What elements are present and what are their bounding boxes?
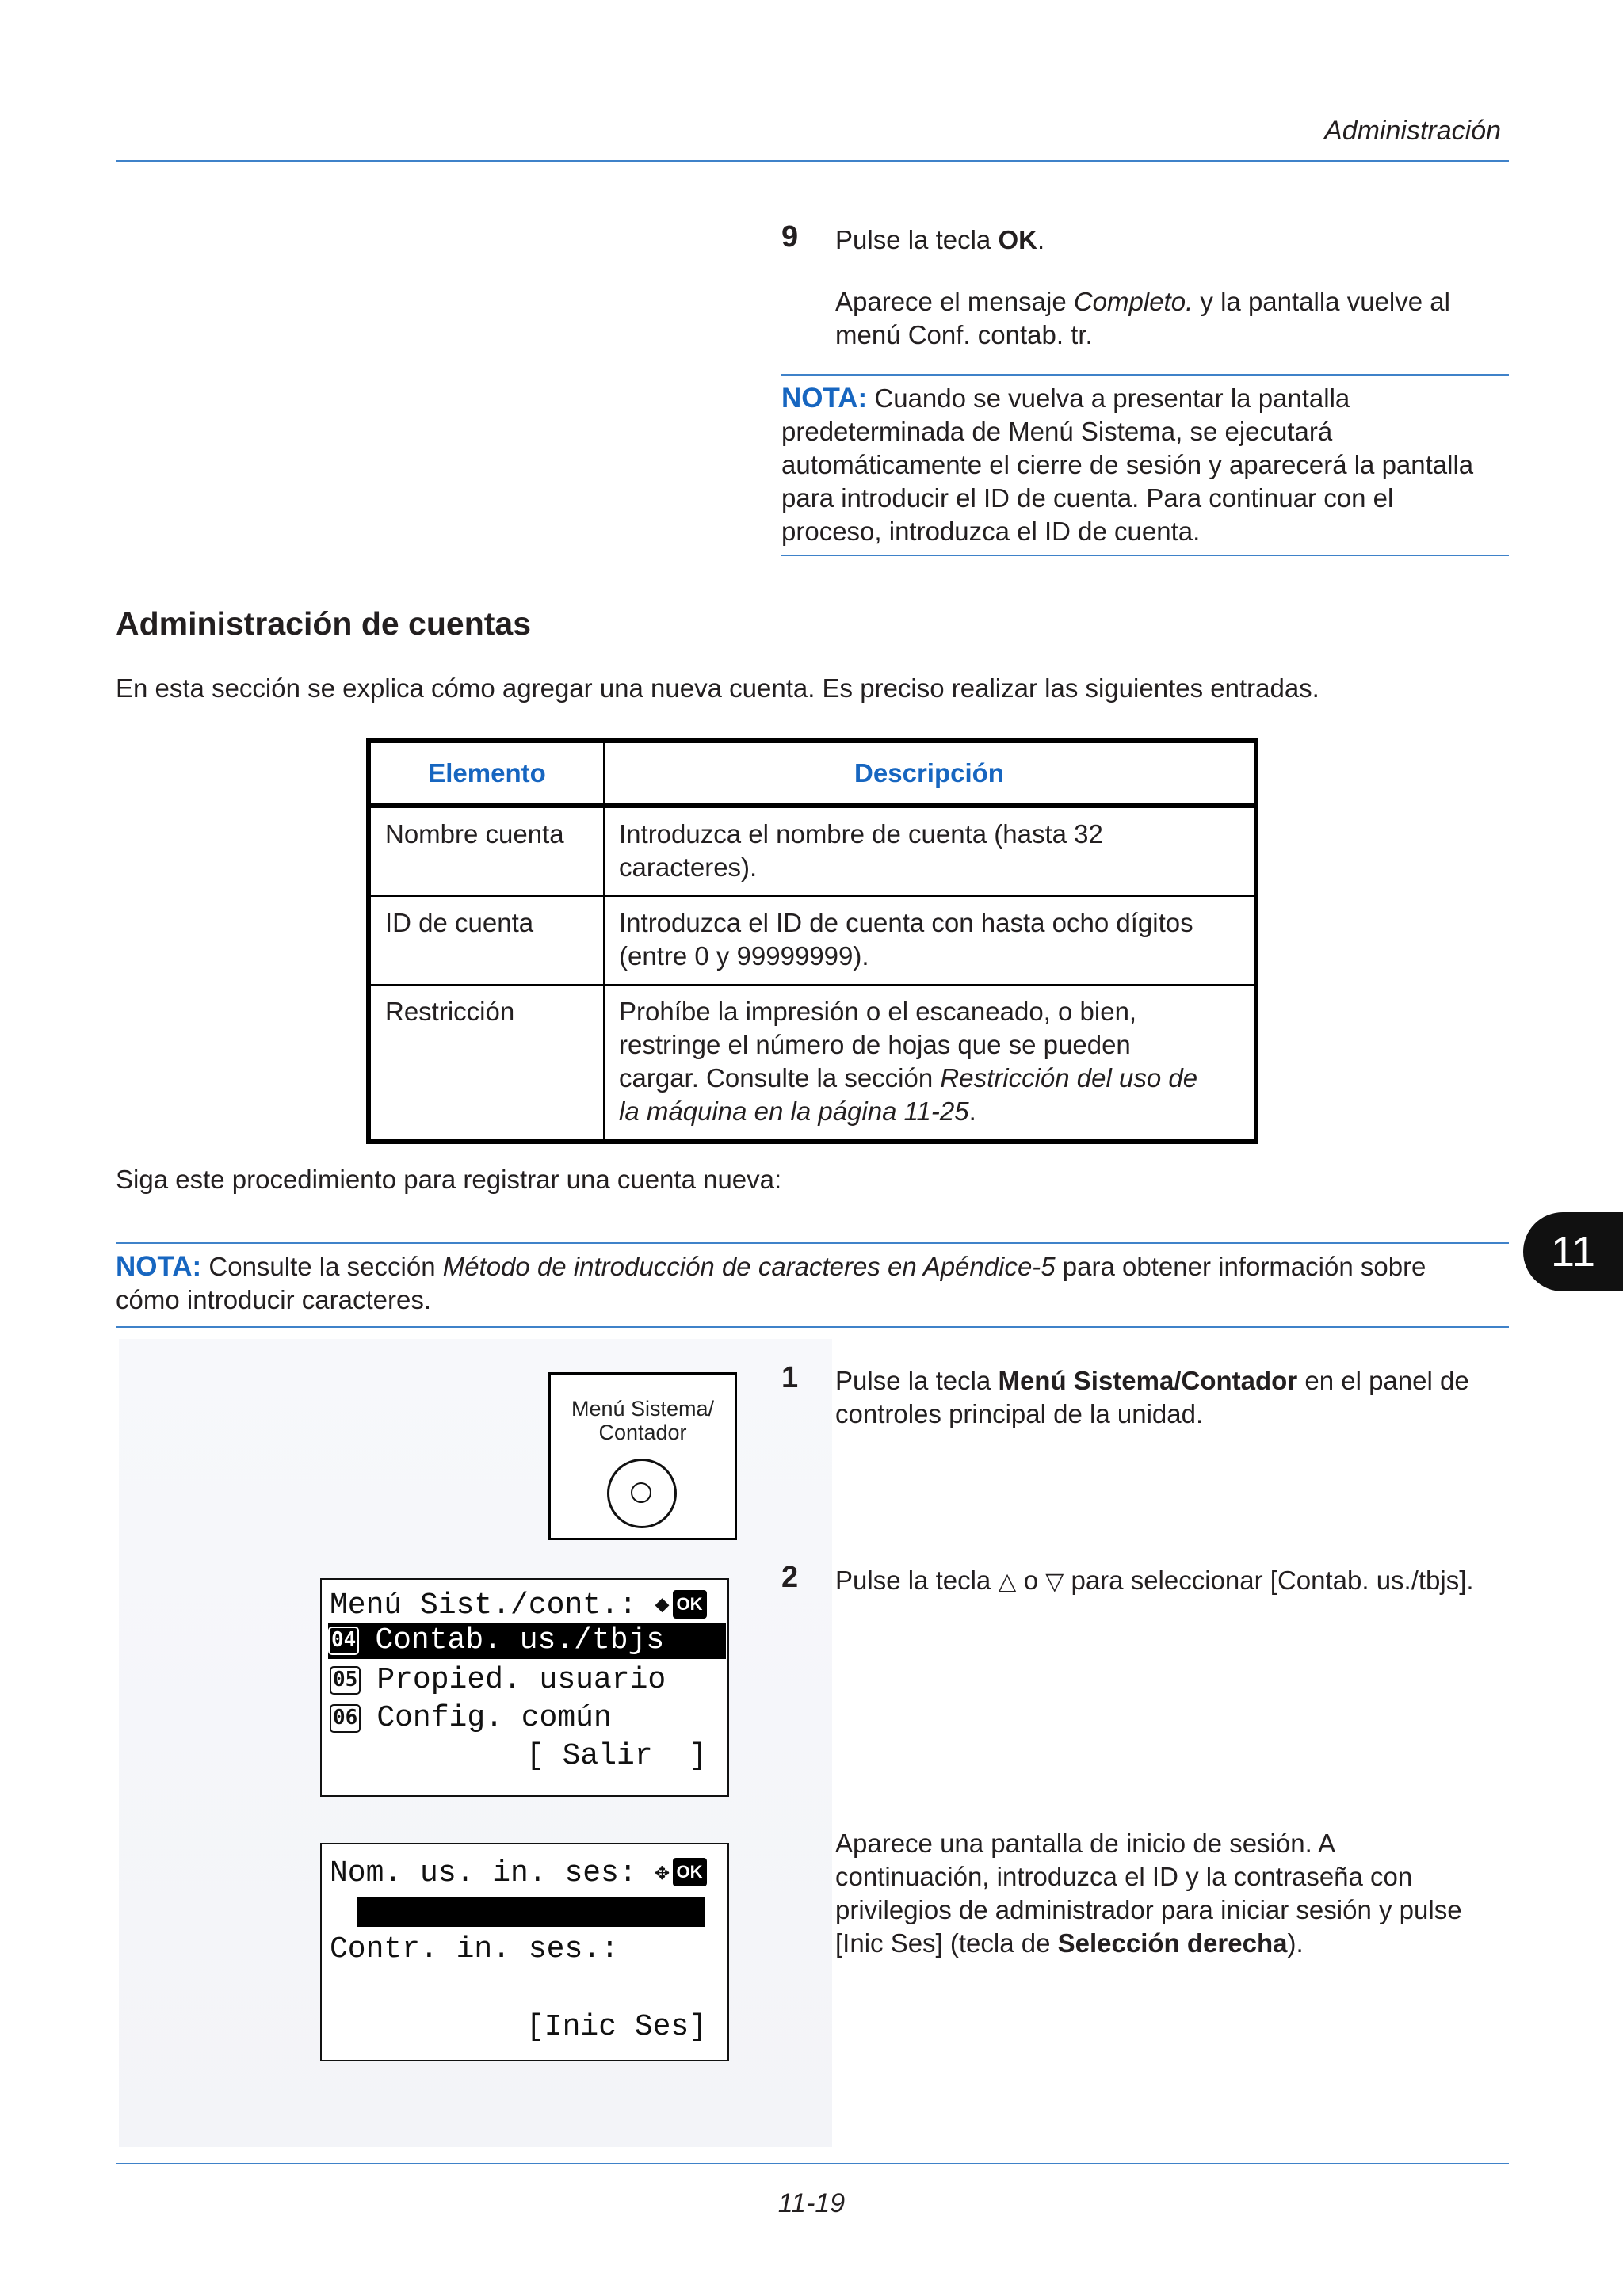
text-line: Prohíbe la impresión o el escaneado, o bien, bbox=[619, 997, 1137, 1026]
text-run: Pulse la tecla bbox=[835, 225, 999, 254]
note-label: NOTA: bbox=[116, 1251, 202, 1282]
step-number: 2 bbox=[781, 1561, 799, 1594]
section-intro: En esta sección se explica cómo agregar una nueva cuenta. Es preciso realizar las siguientes entradas. bbox=[116, 673, 1319, 703]
table-cell: ID de cuenta bbox=[369, 896, 604, 985]
item-label: Propied. usuario bbox=[376, 1663, 666, 1697]
item-label: Contab. us./tbjs bbox=[375, 1623, 665, 1657]
table-row bbox=[369, 985, 1256, 1142]
text-run: Cuando se vuelva a presentar la pantalla bbox=[867, 383, 1350, 413]
note-block bbox=[116, 1250, 1495, 1317]
cross-reference-link[interactable]: Método de introducción de caracteres en Apéndice-5 bbox=[442, 1252, 1056, 1281]
lcd-screen-login bbox=[320, 1843, 729, 2061]
lcd-screen-menu bbox=[320, 1578, 729, 1797]
text-line: Aparece una pantalla de inicio de sesión. A bbox=[835, 1829, 1336, 1858]
note-rule-top bbox=[781, 374, 1509, 376]
header-rule bbox=[116, 160, 1509, 162]
item-label: Config. común bbox=[376, 1701, 612, 1735]
username-input[interactable] bbox=[357, 1897, 705, 1927]
text-run: Aparece el mensaje bbox=[835, 287, 1074, 316]
footer-rule bbox=[116, 2163, 1509, 2164]
item-number: 05 bbox=[330, 1666, 361, 1695]
table-cell bbox=[604, 896, 1256, 985]
item-number: 04 bbox=[328, 1627, 359, 1655]
password-label: Contr. in. ses.: bbox=[330, 1932, 619, 1966]
table-cell bbox=[604, 985, 1256, 1142]
text-line: (entre 0 y 99999999). bbox=[619, 941, 869, 971]
note-rule-bottom bbox=[781, 555, 1509, 556]
lcd-title: Nom. us. in. ses: bbox=[330, 1856, 637, 1890]
text-line: Contador bbox=[598, 1421, 687, 1444]
ok-icon: OK bbox=[673, 1590, 707, 1619]
down-arrow-icon: ▽ bbox=[1045, 1568, 1064, 1596]
step-number: 1 bbox=[781, 1361, 799, 1394]
text-line bbox=[835, 1927, 1517, 1960]
accounts-table bbox=[366, 738, 1258, 1144]
text-line: automáticamente el cierre de sesión y aparecerá la pantalla bbox=[781, 450, 1474, 479]
text-line: cómo introducir caracteres. bbox=[116, 1285, 431, 1314]
key-label bbox=[551, 1397, 735, 1444]
note-label: NOTA: bbox=[781, 383, 868, 414]
text-line: controles principal de la unidad. bbox=[835, 1399, 1204, 1428]
text-line: restringe el número de hojas que se pueden bbox=[619, 1030, 1131, 1059]
chapter-tab[interactable]: 11 bbox=[1523, 1212, 1623, 1291]
text-line: para introducir el ID de cuenta. Para continuar con el bbox=[781, 483, 1394, 513]
text-line: privilegios de administrador para iniciar sesión y pulse bbox=[835, 1895, 1462, 1924]
step-text bbox=[835, 1564, 1474, 1599]
system-menu-key-button[interactable] bbox=[607, 1459, 677, 1528]
text-italic: Completo. bbox=[1073, 287, 1193, 316]
text-line: Introduzca el ID de cuenta con hasta ocho dígitos bbox=[619, 908, 1193, 937]
text-run: para seleccionar [Contab. us./tbjs]. bbox=[1064, 1566, 1474, 1595]
section-title: Administración de cuentas bbox=[116, 605, 532, 642]
lcd-menu-item[interactable] bbox=[330, 1700, 612, 1737]
text-line bbox=[619, 1062, 1239, 1095]
text-run: para obtener información sobre bbox=[1055, 1252, 1426, 1281]
lcd-title: Menú Sist./cont.: bbox=[330, 1589, 637, 1623]
ok-icon: OK bbox=[673, 1858, 707, 1886]
page-number: 11-19 bbox=[777, 2188, 846, 2218]
text-line: caracteres). bbox=[619, 852, 758, 882]
login-instructions bbox=[835, 1827, 1517, 1960]
table-header-row bbox=[369, 741, 1256, 806]
text-run: cargar. Consulte la sección bbox=[619, 1063, 941, 1093]
led-icon bbox=[631, 1482, 651, 1503]
text-line: menú Conf. contab. tr. bbox=[835, 320, 1093, 349]
text-bold: OK bbox=[998, 225, 1037, 254]
text-run: [Inic Ses] (tecla de bbox=[835, 1928, 1058, 1958]
text-line bbox=[835, 285, 1517, 318]
table-row bbox=[369, 806, 1256, 896]
text-line: Introduzca el nombre de cuenta (hasta 32 bbox=[619, 819, 1103, 849]
lcd-title-row bbox=[330, 1855, 707, 1892]
lcd-menu-item[interactable] bbox=[330, 1662, 666, 1699]
text-run: y la pantalla vuelve al bbox=[1193, 287, 1450, 316]
text-bold: Menú Sistema/Contador bbox=[998, 1366, 1298, 1395]
text-run: Pulse la tecla bbox=[835, 1366, 999, 1395]
text-line bbox=[116, 1250, 1495, 1283]
text-line: continuación, introduzca el ID y la contraseña con bbox=[835, 1862, 1413, 1891]
table-header: Elemento bbox=[369, 741, 604, 806]
step-text bbox=[835, 1364, 1517, 1431]
login-softkey[interactable]: [Inic Ses] bbox=[526, 2010, 708, 2044]
lcd-menu-item-selected[interactable] bbox=[328, 1623, 726, 1659]
navigation-arrows-icon: ◆ bbox=[655, 1592, 670, 1619]
text-bold: Selección derecha bbox=[1057, 1928, 1288, 1958]
text-run: . bbox=[968, 1097, 976, 1126]
up-arrow-icon: △ bbox=[998, 1568, 1017, 1596]
navigation-arrows-icon: ✥ bbox=[655, 1860, 670, 1887]
note-block bbox=[781, 382, 1510, 548]
cross-reference-link[interactable]: la máquina en la página 11-25 bbox=[619, 1097, 969, 1126]
exit-softkey[interactable]: [ Salir ] bbox=[526, 1739, 708, 1773]
table-row bbox=[369, 896, 1256, 985]
procedure-intro: Siga este procedimiento para registrar una cuenta nueva: bbox=[116, 1165, 782, 1194]
item-number: 06 bbox=[330, 1704, 361, 1733]
text-run: . bbox=[1037, 225, 1045, 254]
cross-reference-link[interactable]: Restricción del uso de bbox=[940, 1063, 1198, 1093]
text-line: predeterminada de Menú Sistema, se ejecutará bbox=[781, 417, 1333, 446]
step-text bbox=[835, 223, 1044, 257]
text-run: Pulse la tecla bbox=[835, 1566, 999, 1595]
table-cell: Nombre cuenta bbox=[369, 806, 604, 896]
text-run: en el panel de bbox=[1297, 1366, 1469, 1395]
text-line: proceso, introduzca el ID de cuenta. bbox=[781, 517, 1201, 546]
header-title: Administración bbox=[1324, 116, 1501, 146]
step-result bbox=[835, 285, 1517, 352]
text-line bbox=[781, 382, 1510, 415]
table-cell bbox=[604, 806, 1256, 896]
text-run: Consulte la sección bbox=[201, 1252, 443, 1281]
text-run: o bbox=[1016, 1566, 1046, 1595]
text-line bbox=[619, 1095, 1239, 1128]
step-number: 9 bbox=[781, 220, 799, 254]
table-header: Descripción bbox=[604, 741, 1256, 806]
text-line bbox=[835, 1364, 1517, 1398]
table-cell: Restricción bbox=[369, 985, 604, 1142]
lcd-title-row bbox=[330, 1588, 707, 1624]
note-rule-top bbox=[116, 1242, 1509, 1244]
note-rule-bottom bbox=[116, 1326, 1509, 1328]
system-menu-key-panel bbox=[548, 1372, 737, 1540]
text-run: ). bbox=[1287, 1928, 1304, 1958]
text-line: Menú Sistema/ bbox=[571, 1397, 715, 1421]
